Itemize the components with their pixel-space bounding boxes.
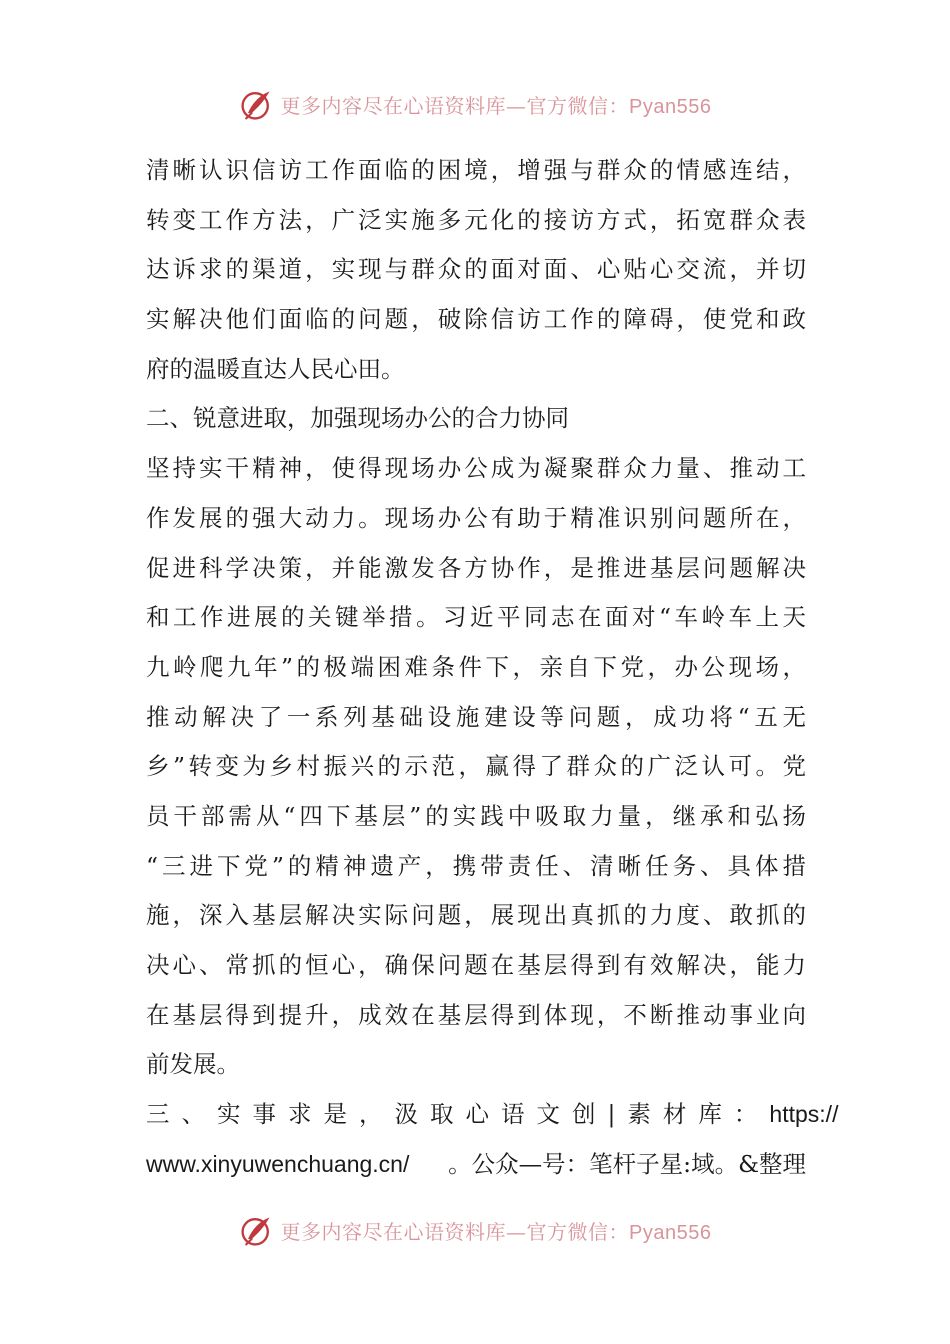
header-banner <box>0 84 950 124</box>
text-line: 达诉求的渠道，实现与群众的面对面、心贴心交流，并切 <box>146 255 806 284</box>
text-line: 在基层得到提升，成效在基层得到体现，不断推动事业向 <box>146 1000 806 1029</box>
text-line: “三进下党”的精神遗产，携带责任、清晰任务、具体措 <box>146 851 806 880</box>
text-line: 府的温暖直达人民心田。 <box>146 354 405 383</box>
source-url-part1[interactable]: https:// <box>769 1101 839 1128</box>
text-line: 实解决他们面临的问题，破除信访工作的障碍，使党和政 <box>146 305 806 334</box>
banner-label: 更多内容尽在心语资料库—官方微信： <box>280 93 630 118</box>
text-line: 清晰认识信访工作面临的困境，增强与群众的情感连结， <box>146 156 806 184</box>
text-line: 前发展。 <box>146 1050 240 1079</box>
banner-text <box>281 90 712 119</box>
pen-logo-icon <box>239 1212 275 1248</box>
text-line: 促进科学决策，并能激发各方协作，是推进基层问题解决 <box>146 553 806 582</box>
heading-text: 三、实事求是，汲取心语文创|素材库： <box>146 1100 770 1129</box>
text-line: 作发展的强大动力。现场办公有助于精准识别问题所在， <box>146 503 806 532</box>
text-line: 乡”转变为乡村振兴的示范，赢得了群众的广泛认可。党 <box>146 752 806 781</box>
text-line: 决心、常抓的恒心，确保问题在基层得到有效解决，能力 <box>146 951 806 979</box>
text-line: 坚持实干精神，使得现场办公成为凝聚群众力量、推动工 <box>146 454 806 483</box>
text-line: 施，深入基层解决实际问题，展现出真抓的力度、敢抓的 <box>146 901 806 930</box>
text-line: 九岭爬九年”的极端困难条件下，亲自下党，办公现场， <box>146 652 806 681</box>
wechat-id: Pyan556 <box>629 1221 712 1244</box>
section-heading: 二、锐意进取，加强现场办公的合力协同 <box>146 404 569 433</box>
text-line: 转变工作方法，广泛实施多元化的接访方式，拓宽群众表 <box>146 205 806 234</box>
source-note: 。公众—号：笔杆子星:域。&整理 <box>448 1149 806 1178</box>
text-line: 员干部需从“四下基层”的实践中吸取力量，继承和弘扬 <box>146 801 806 830</box>
section-heading-with-link <box>146 1090 839 1140</box>
banner-text <box>281 1216 712 1245</box>
wechat-id: Pyan556 <box>629 95 712 118</box>
banner-label: 更多内容尽在心语资料库—官方微信： <box>280 1219 630 1244</box>
pen-logo-icon <box>239 86 275 122</box>
source-line <box>146 1140 806 1190</box>
text-line: 和工作进展的关键举措。习近平同志在面对“车岭车上天 <box>146 603 806 632</box>
source-url-part2[interactable]: www.xinyuwenchuang.cn/ <box>146 1150 410 1177</box>
text-line: 推动解决了一系列基础设施建设等问题，成功将“五无 <box>146 702 806 731</box>
footer-banner <box>0 1210 950 1250</box>
document-body <box>146 146 839 1189</box>
